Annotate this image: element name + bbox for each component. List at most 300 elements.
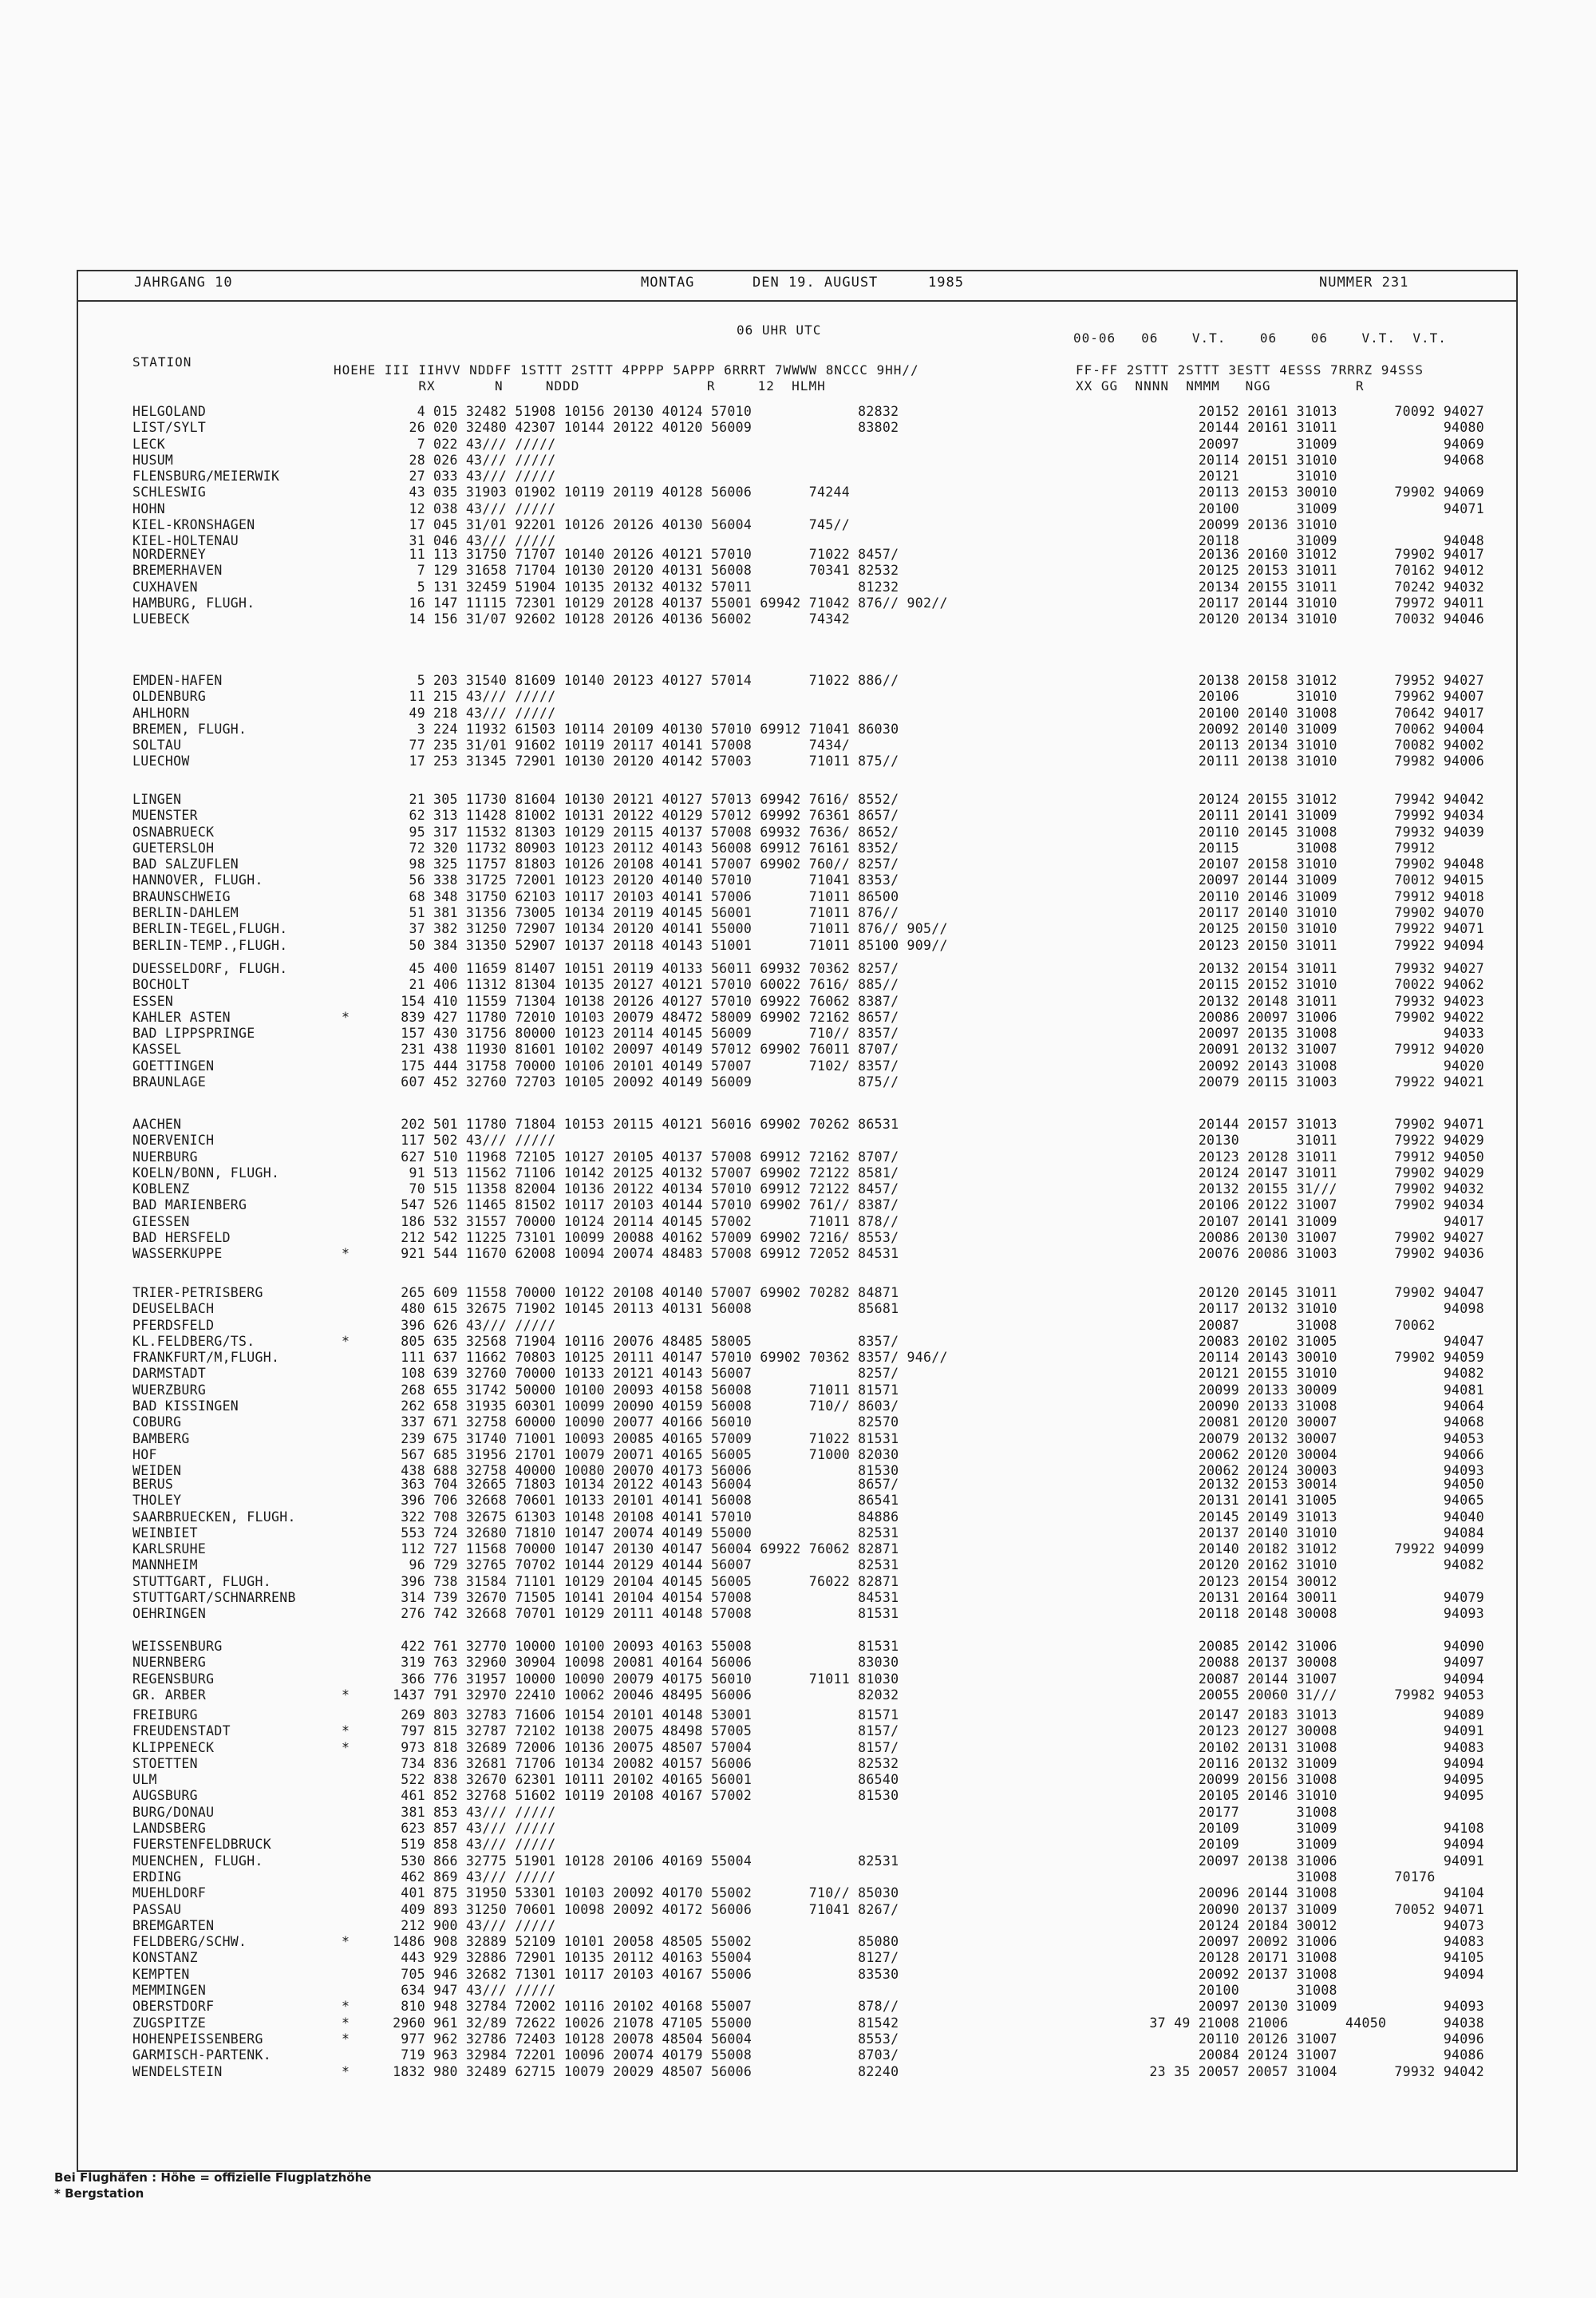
supplementary-observation: 20145 20149 31013 94040	[1198, 1509, 1484, 1525]
station-height: 17	[409, 753, 425, 769]
station-height: 28	[409, 452, 425, 468]
table-row	[78, 453, 1516, 469]
station-group	[78, 1117, 1516, 1263]
main-observation: 729 32765 70702 10144 20129 40144 56007 82531	[433, 1557, 899, 1573]
table-row	[78, 1671, 1516, 1687]
supplementary-observation: 20132 20155 31/// 79902 94032	[1198, 1181, 1484, 1197]
supplementary-observation: 20086 20130 31007 79902 94027	[1198, 1230, 1484, 1246]
table-row	[78, 722, 1516, 738]
supplementary-observation: 20128 20171 31008 94105	[1198, 1950, 1484, 1966]
station-name: KLIPPENECK	[132, 1739, 215, 1755]
main-observation: 427 11780 72010 10103 20079 48472 58009 69902 72162 8657/	[433, 1009, 899, 1025]
station-height: 805	[401, 1333, 425, 1349]
station-name: OLDENBURG	[132, 689, 207, 705]
supplementary-observation: 20092 20137 31008 94094	[1198, 1966, 1484, 1982]
station-height: 438	[401, 1463, 425, 1479]
main-columns-header: HOEHE III IIHVV NDDFF 1STTT 2STTT 4PPPP 5APPP 6RRRT 7WWWW 8NCCC 9HH//	[334, 362, 919, 378]
station-name: DUESSELDORF, FLUGH.	[132, 961, 288, 976]
supplementary-observation: 20091 20132 31007 79912 94020	[1198, 1042, 1484, 1058]
station-name: DEUSELBACH	[132, 1301, 215, 1317]
report-header	[78, 271, 1516, 302]
station-height: 268	[401, 1382, 425, 1398]
station-name: GUETERSLOH	[132, 840, 215, 856]
table-row	[78, 469, 1516, 485]
table-row	[78, 938, 1516, 954]
main-columns-subheader: RX N NDDD R 12 HLMH	[334, 378, 826, 394]
main-observation: 131 32459 51904 10135 20132 40132 57011 81232	[433, 579, 899, 595]
station-name: MUEHLDORF	[132, 1885, 207, 1901]
main-observation: 026 43/// /////	[433, 452, 556, 468]
supplementary-observation: 20136 20160 31012 79902 94017	[1198, 547, 1484, 562]
station-height: 157	[401, 1026, 425, 1042]
supplementary-observation: 20099 20133 30009 94081	[1198, 1382, 1484, 1398]
station-height: 27	[409, 469, 425, 485]
supplementary-observation: 20090 20137 31009 70052 94071	[1198, 1901, 1484, 1917]
station-height: 45	[409, 961, 425, 976]
table-row	[78, 1285, 1516, 1301]
supplementary-observation: 20144 20161 31011 94080	[1198, 420, 1484, 436]
station-name: AACHEN	[132, 1117, 182, 1132]
main-observation: 015 32482 51908 10156 20130 40124 57010 82832	[433, 404, 899, 419]
main-observation: 929 32886 72901 10135 20112 40163 55004 8127/	[433, 1950, 899, 1966]
main-observation: 739 32670 71505 10141 20104 40154 57008 84531	[433, 1590, 899, 1606]
supplementary-observation: 20114 20143 30010 79902 94059	[1198, 1350, 1484, 1366]
station-height: 212	[401, 1230, 425, 1246]
table-row	[78, 1853, 1516, 1869]
supplementary-observation: 20177 31008	[1198, 1804, 1484, 1820]
station-name: REGENSBURG	[132, 1671, 215, 1687]
table-row	[78, 1950, 1516, 1966]
supplementary-observation: 20123 20154 30012	[1198, 1573, 1484, 1589]
station-name: GOETTINGEN	[132, 1058, 215, 1074]
report-frame	[77, 270, 1518, 2172]
station-height: 522	[401, 1772, 425, 1788]
mountain-marker: *	[342, 2063, 350, 2079]
station-height: 231	[401, 1042, 425, 1058]
station-height: 4	[417, 404, 425, 419]
main-observation: 501 11780 71804 10153 20115 40121 56016 69902 70262 86531	[433, 1117, 899, 1132]
main-observation: 382 31250 72907 10134 20120 40141 55000 71011 876// 905//	[433, 921, 948, 937]
table-row	[78, 1042, 1516, 1058]
main-observation: 946 32682 71301 10117 20103 40167 55006 83530	[433, 1966, 899, 1982]
station-name: SOLTAU	[132, 738, 182, 753]
station-height: 363	[401, 1477, 425, 1492]
supplementary-observation: 20097 20135 31008 94033	[1198, 1026, 1484, 1042]
table-row	[78, 689, 1516, 705]
supplementary-observation: 20124 20155 31012 79942 94042	[1198, 792, 1484, 807]
station-name: WUERZBURG	[132, 1382, 207, 1398]
issue-number: NUMMER 231	[1319, 275, 1409, 291]
main-observation: 836 32681 71706 10134 20082 40157 56006 82532	[433, 1755, 899, 1771]
station-height: 95	[409, 824, 425, 840]
station-name: FRANKFURT/M,FLUGH.	[132, 1350, 280, 1366]
station-height: 5	[417, 673, 425, 688]
station-height: 11	[409, 547, 425, 562]
main-observation: 348 31750 62103 10117 20103 40141 57006 71011 86500	[433, 888, 899, 904]
station-name: HAMBURG, FLUGH.	[132, 595, 255, 611]
main-observation: 235 31/01 91602 10119 20117 40141 57008 7434/	[433, 738, 850, 753]
main-observation: 045 31/01 92201 10126 20126 40130 56004 745//	[433, 517, 850, 533]
year-label: 1985	[928, 275, 964, 291]
table-row	[78, 420, 1516, 436]
station-height: 51	[409, 905, 425, 921]
station-name: KARLSRUHE	[132, 1541, 207, 1557]
supplementary-observation: 20113 20134 31010 70082 94002	[1198, 738, 1484, 753]
table-row	[78, 706, 1516, 722]
station-name: STUTTGART/SCHNARRENB	[132, 1590, 296, 1606]
station-height: 627	[401, 1149, 425, 1165]
supplementary-observation: 20097 20130 31009 94093	[1198, 1999, 1484, 2015]
station-height: 12	[409, 500, 425, 516]
table-row	[78, 1493, 1516, 1509]
supplementary-observation: 20092 20143 31008 94020	[1198, 1058, 1484, 1074]
station-height: 977	[401, 2031, 425, 2047]
station-name: NUERBURG	[132, 1149, 198, 1165]
station-name: KEMPTEN	[132, 1966, 190, 1982]
supplementary-observation: 20123 20128 31011 79912 94050	[1198, 1149, 1484, 1165]
table-row	[78, 1058, 1516, 1074]
main-observation: 708 32675 61303 10148 20108 40141 57010 84886	[433, 1509, 899, 1525]
station-height: 734	[401, 1755, 425, 1771]
main-observation: 430 31756 80000 10123 20114 40145 56009 710// 8357/	[433, 1026, 899, 1042]
table-row	[78, 1723, 1516, 1739]
main-observation: 406 11312 81304 10135 20127 40121 57010 60022 7616/ 885//	[433, 977, 899, 993]
station-name: HUSUM	[132, 452, 174, 468]
station-height: 68	[409, 888, 425, 904]
station-group	[78, 1639, 1516, 1703]
main-observation: 147 11115 72301 10129 20128 40137 55001 69942 71042 876// 902//	[433, 595, 948, 611]
table-row	[78, 437, 1516, 453]
station-height: 443	[401, 1950, 425, 1966]
main-observation: 980 32489 62715 10079 20029 48507 56006 82240	[433, 2063, 899, 2079]
station-name: WASSERKUPPE	[132, 1246, 223, 1262]
table-row	[78, 825, 1516, 840]
table-row	[78, 673, 1516, 689]
main-observation: 706 32668 70601 10133 20101 40141 56008 86541	[433, 1493, 899, 1509]
main-observation: 948 32784 72002 10116 20102 40168 55007 878//	[433, 1999, 899, 2015]
table-row	[78, 977, 1516, 993]
main-observation: 900 43/// /////	[433, 1917, 556, 1933]
supplementary-observation: 20117 20144 31010 79972 94011	[1198, 595, 1484, 611]
supplementary-observation: 20123 20127 30008 94091	[1198, 1723, 1484, 1739]
main-observation: 515 11358 82004 10136 20122 40134 57010 69912 72122 8457/	[433, 1181, 899, 1197]
station-height: 719	[401, 2047, 425, 2063]
main-observation: 838 32670 62301 10111 20102 40165 56001 86540	[433, 1772, 899, 1788]
station-name: HOHN	[132, 500, 165, 516]
station-group	[78, 547, 1516, 627]
station-height: 705	[401, 1966, 425, 1982]
station-name: BOCHOLT	[132, 977, 190, 993]
supplementary-observation: 20121 20155 31010 94082	[1198, 1366, 1484, 1382]
supplementary-observation: 20144 20157 31013 79902 94071	[1198, 1117, 1484, 1132]
mountain-marker: *	[342, 1333, 350, 1349]
supplementary-observation: 20083 20102 31005 94047	[1198, 1333, 1484, 1349]
main-observation: 444 31758 70000 10106 20101 40149 57007 7102/ 8357/	[433, 1058, 899, 1074]
main-observation: 513 11562 71106 10142 20125 40132 57007 69902 72122 8581/	[433, 1165, 899, 1181]
supplementary-observation: 20086 20097 31006 79902 94022	[1198, 1009, 1484, 1025]
station-height: 5	[417, 579, 425, 595]
main-observation: 215 43/// /////	[433, 689, 556, 705]
station-name: KAHLER ASTEN	[132, 1009, 231, 1025]
table-row	[78, 1010, 1516, 1026]
main-observation: 325 11757 81803 10126 20108 40141 57007 69902 760// 8257/	[433, 856, 899, 872]
table-row	[78, 1181, 1516, 1197]
main-observation: 502 43/// /////	[433, 1133, 556, 1149]
main-observation: 609 11558 70000 10122 20108 40140 57007 69902 70282 84871	[433, 1285, 899, 1300]
station-height: 72	[409, 840, 425, 856]
station-name: NUERNBERG	[132, 1655, 207, 1671]
supplementary-observation: 20116 20132 31009 94094	[1198, 1755, 1484, 1771]
station-height: 366	[401, 1671, 425, 1687]
station-height: 1832	[393, 2063, 425, 2079]
station-height: 77	[409, 738, 425, 753]
main-observation: 224 11932 61503 10114 20109 40130 57010 69912 71041 86030	[433, 721, 899, 737]
main-observation: 688 32758 40000 10080 20070 40173 56006 81530	[433, 1463, 899, 1479]
station-height: 480	[401, 1301, 425, 1317]
station-height: 21	[409, 977, 425, 993]
supplementary-observation: 20115 20152 31010 70022 94062	[1198, 977, 1484, 993]
station-name: OSNABRUECK	[132, 824, 215, 840]
station-height: 547	[401, 1197, 425, 1213]
main-observation: 038 43/// /////	[433, 500, 556, 516]
station-height: 62	[409, 808, 425, 824]
supplementary-observation: 20125 20153 31011 70162 94012	[1198, 563, 1484, 579]
table-row	[78, 1885, 1516, 1901]
station-height: 396	[401, 1493, 425, 1509]
station-name: LINGEN	[132, 792, 182, 807]
station-name: AUGSBURG	[132, 1788, 198, 1804]
supplementary-observation: 20132 20148 31011 79932 94023	[1198, 993, 1484, 1009]
station-name: HOF	[132, 1446, 157, 1462]
station-name: MUENSTER	[132, 808, 198, 824]
table-row	[78, 1967, 1516, 1983]
station-name: KL.FELDBERG/TS.	[132, 1333, 255, 1349]
mountain-marker: *	[342, 1723, 350, 1739]
main-observation: 742 32668 70701 10129 20111 40148 57008 81531	[433, 1606, 899, 1622]
table-row	[78, 1230, 1516, 1246]
supplementary-observation: 20097 20144 31009 70012 94015	[1198, 872, 1484, 888]
station-height: 396	[401, 1573, 425, 1589]
station-height: 337	[401, 1414, 425, 1430]
supplementary-observation: 20152 20161 31013 70092 94027	[1198, 404, 1484, 419]
main-observation: 791 32970 22410 10062 20046 48495 56006 82032	[433, 1687, 899, 1703]
station-name: FREUDENSTADT	[132, 1723, 231, 1739]
station-height: 91	[409, 1165, 425, 1181]
supplementary-observation: 20079 20115 31003 79922 94021	[1198, 1074, 1484, 1090]
supplementary-observation: 20109 31009 94108	[1198, 1821, 1484, 1837]
main-observation: 776 31957 10000 10090 20079 40175 56010 71011 81030	[433, 1671, 899, 1687]
station-name: BAMBERG	[132, 1430, 190, 1446]
main-observation: 542 11225 73101 10099 20088 40162 57009 69902 7216/ 8553/	[433, 1230, 899, 1246]
supplementary-observation: 20055 20060 31/// 79982 94053	[1198, 1687, 1484, 1703]
main-observation: 763 32960 30904 10098 20081 40164 56006 83030	[433, 1655, 899, 1671]
supplementary-observation: 20110 20146 31009 79912 94018	[1198, 888, 1484, 904]
table-row	[78, 595, 1516, 611]
table-row	[78, 1447, 1516, 1463]
station-height: 461	[401, 1788, 425, 1804]
station-name: WEINBIET	[132, 1525, 198, 1541]
station-height: 186	[401, 1213, 425, 1229]
station-name: DARMSTADT	[132, 1366, 207, 1382]
supplementary-observation: 20100 31009 94071	[1198, 500, 1484, 516]
supplementary-observation: 20132 20153 30014 94050	[1198, 1477, 1484, 1492]
table-row	[78, 1350, 1516, 1366]
supplementary-observation: 20117 20132 31010 94098	[1198, 1301, 1484, 1317]
main-observation: 253 31345 72901 10130 20120 40142 57003 71011 875//	[433, 753, 899, 769]
station-name: KASSEL	[132, 1042, 182, 1058]
main-observation: 857 43/// /////	[433, 1821, 556, 1837]
table-row	[78, 808, 1516, 824]
station-name: KONSTANZ	[132, 1950, 198, 1966]
station-height: 314	[401, 1590, 425, 1606]
station-height: 810	[401, 1999, 425, 2015]
main-observation: 338 31725 72001 10123 20120 40140 57010 71041 8353/	[433, 872, 899, 888]
table-row	[78, 961, 1516, 977]
supplementary-observation: 20062 20124 30003 94093	[1198, 1463, 1484, 1479]
main-observation: 022 43/// /////	[433, 436, 556, 452]
main-observation: 658 31935 60301 10099 20090 40159 56008 710// 8603/	[433, 1398, 899, 1414]
table-row	[78, 1334, 1516, 1350]
station-name: WEIDEN	[132, 1463, 182, 1479]
station-height: 839	[401, 1009, 425, 1025]
supplementary-observation: 20097 20138 31006 94091	[1198, 1853, 1484, 1869]
station-height: 322	[401, 1509, 425, 1525]
station-height: 262	[401, 1398, 425, 1414]
station-name: FELDBERG/SCHW.	[132, 1934, 247, 1950]
station-name: FREIBURG	[132, 1707, 198, 1723]
station-name: NOERVENICH	[132, 1133, 215, 1149]
supplementary-observation: 20100 31008	[1198, 1983, 1484, 1999]
station-name: ESSEN	[132, 993, 174, 1009]
supplementary-observation: 20131 20141 31005 94065	[1198, 1493, 1484, 1509]
station-height: 3	[417, 721, 425, 737]
station-height: 17	[409, 517, 425, 533]
table-row	[78, 1983, 1516, 1999]
station-height: 7	[417, 563, 425, 579]
table-row	[78, 1509, 1516, 1525]
table-row	[78, 1902, 1516, 1918]
table-row	[78, 1837, 1516, 1853]
supplementary-observation: 20087 31008 70062	[1198, 1317, 1484, 1333]
main-observation: 526 11465 81502 10117 20103 40144 57010 69902 761// 8387/	[433, 1197, 899, 1213]
supplementary-observation: 20114 20151 31010 94068	[1198, 452, 1484, 468]
station-name: BREMGARTEN	[132, 1917, 215, 1933]
table-row	[78, 517, 1516, 533]
station-height: 973	[401, 1739, 425, 1755]
supplementary-observation: 20107 20158 31010 79902 94048	[1198, 856, 1484, 872]
table-row	[78, 1869, 1516, 1885]
main-observation: 866 32775 51901 10128 20106 40169 55004 82531	[433, 1853, 899, 1869]
mountain-marker: *	[342, 1934, 350, 1950]
main-observation: 320 11732 80903 10123 20112 40143 56008 69912 76161 8352/	[433, 840, 899, 856]
station-name: BREMEN, FLUGH.	[132, 721, 247, 737]
station-name: PASSAU	[132, 1901, 182, 1917]
supplementary-observation: 20123 20150 31011 79922 94094	[1198, 937, 1484, 953]
table-row	[78, 1431, 1516, 1447]
station-name: CUXHAVEN	[132, 579, 198, 595]
station-height: 50	[409, 937, 425, 953]
station-name: LUEBECK	[132, 611, 190, 627]
volume-label: JAHRGANG 10	[134, 275, 233, 291]
supplementary-observation: 20120 20134 31010 70032 94046	[1198, 611, 1484, 627]
table-row	[78, 2031, 1516, 2047]
station-height: 14	[409, 611, 425, 627]
station-height: 49	[409, 705, 425, 721]
table-row	[78, 2047, 1516, 2063]
station-height: 623	[401, 1821, 425, 1837]
station-name: AHLHORN	[132, 705, 190, 721]
main-observation: 671 32758 60000 10090 20077 40166 56010 82570	[433, 1414, 899, 1430]
main-observation: 203 31540 81609 10140 20123 40127 57014 71022 886//	[433, 673, 899, 688]
station-name: KOBLENZ	[132, 1181, 190, 1197]
station-height: 16	[409, 595, 425, 611]
main-observation: 615 32675 71902 10145 20113 40131 56008 85681	[433, 1301, 899, 1317]
supplementary-observation: 23 35 20057 20057 31004 79932 94042	[1149, 2063, 1484, 2079]
supplementary-observation: 20134 20155 31011 70242 94032	[1198, 579, 1484, 595]
station-group	[78, 1707, 1516, 2080]
table-row	[78, 921, 1516, 937]
mountain-marker: *	[342, 1687, 350, 1703]
station-height: 31	[409, 533, 425, 549]
supplementary-observation: 20076 20086 31003 79902 94036	[1198, 1246, 1484, 1262]
supplementary-observation: 20132 20154 31011 79932 94027	[1198, 961, 1484, 976]
table-row	[78, 889, 1516, 905]
table-row	[78, 1197, 1516, 1213]
table-row	[78, 1772, 1516, 1788]
station-height: 117	[401, 1133, 425, 1149]
supplementary-observation: 20085 20142 31006 94090	[1198, 1639, 1484, 1654]
station-name: BURG/DONAU	[132, 1804, 215, 1820]
table-row	[78, 1301, 1516, 1317]
supplementary-observation: 37 49 21008 21006 44050 94038	[1149, 2015, 1484, 2031]
table-row	[78, 753, 1516, 769]
supplementary-observation: 20120 20162 31010 94082	[1198, 1557, 1484, 1573]
station-height: 7	[417, 436, 425, 452]
weekday-label: MONTAG	[641, 275, 695, 291]
station-group	[78, 1477, 1516, 1623]
supplementary-observation: 20106 31010 79962 94007	[1198, 689, 1484, 705]
table-row	[78, 1805, 1516, 1821]
station-height: 401	[401, 1885, 425, 1901]
station-name: BAD HERSFELD	[132, 1230, 231, 1246]
supplementary-observation: 20120 20145 31011 79902 94047	[1198, 1285, 1484, 1300]
supplementary-observation: 20105 20146 31010 94095	[1198, 1788, 1484, 1804]
station-height: 634	[401, 1983, 425, 1999]
station-height: 202	[401, 1117, 425, 1132]
main-observation: 858 43/// /////	[433, 1837, 556, 1853]
table-row	[78, 1214, 1516, 1230]
table-row	[78, 1606, 1516, 1622]
station-height: 797	[401, 1723, 425, 1739]
table-row	[78, 1707, 1516, 1723]
station-height: 21	[409, 792, 425, 807]
station-name: STOETTEN	[132, 1755, 198, 1771]
supplementary-observation: 20087 20144 31007 94094	[1198, 1671, 1484, 1687]
table-row	[78, 1788, 1516, 1804]
time-right-header: 00-06 06 V.T. 06 06 V.T. V.T.	[1073, 330, 1447, 346]
table-row	[78, 1639, 1516, 1655]
station-name: HOHENPEISSENBERG	[132, 2031, 263, 2047]
supplementary-observation: 20100 20140 31008 70642 94017	[1198, 705, 1484, 721]
main-observation: 962 32786 72403 10128 20078 48504 56004 8553/	[433, 2031, 899, 2047]
main-observation: 544 11670 62008 10094 20074 48483 57008 69912 72052 84531	[433, 1246, 899, 1262]
station-name: EMDEN-HAFEN	[132, 673, 223, 688]
table-row	[78, 1382, 1516, 1398]
table-row	[78, 905, 1516, 921]
station-header: STATION	[132, 354, 192, 370]
table-row	[78, 547, 1516, 563]
supplementary-observation: 20115 31008 79912	[1198, 840, 1484, 856]
